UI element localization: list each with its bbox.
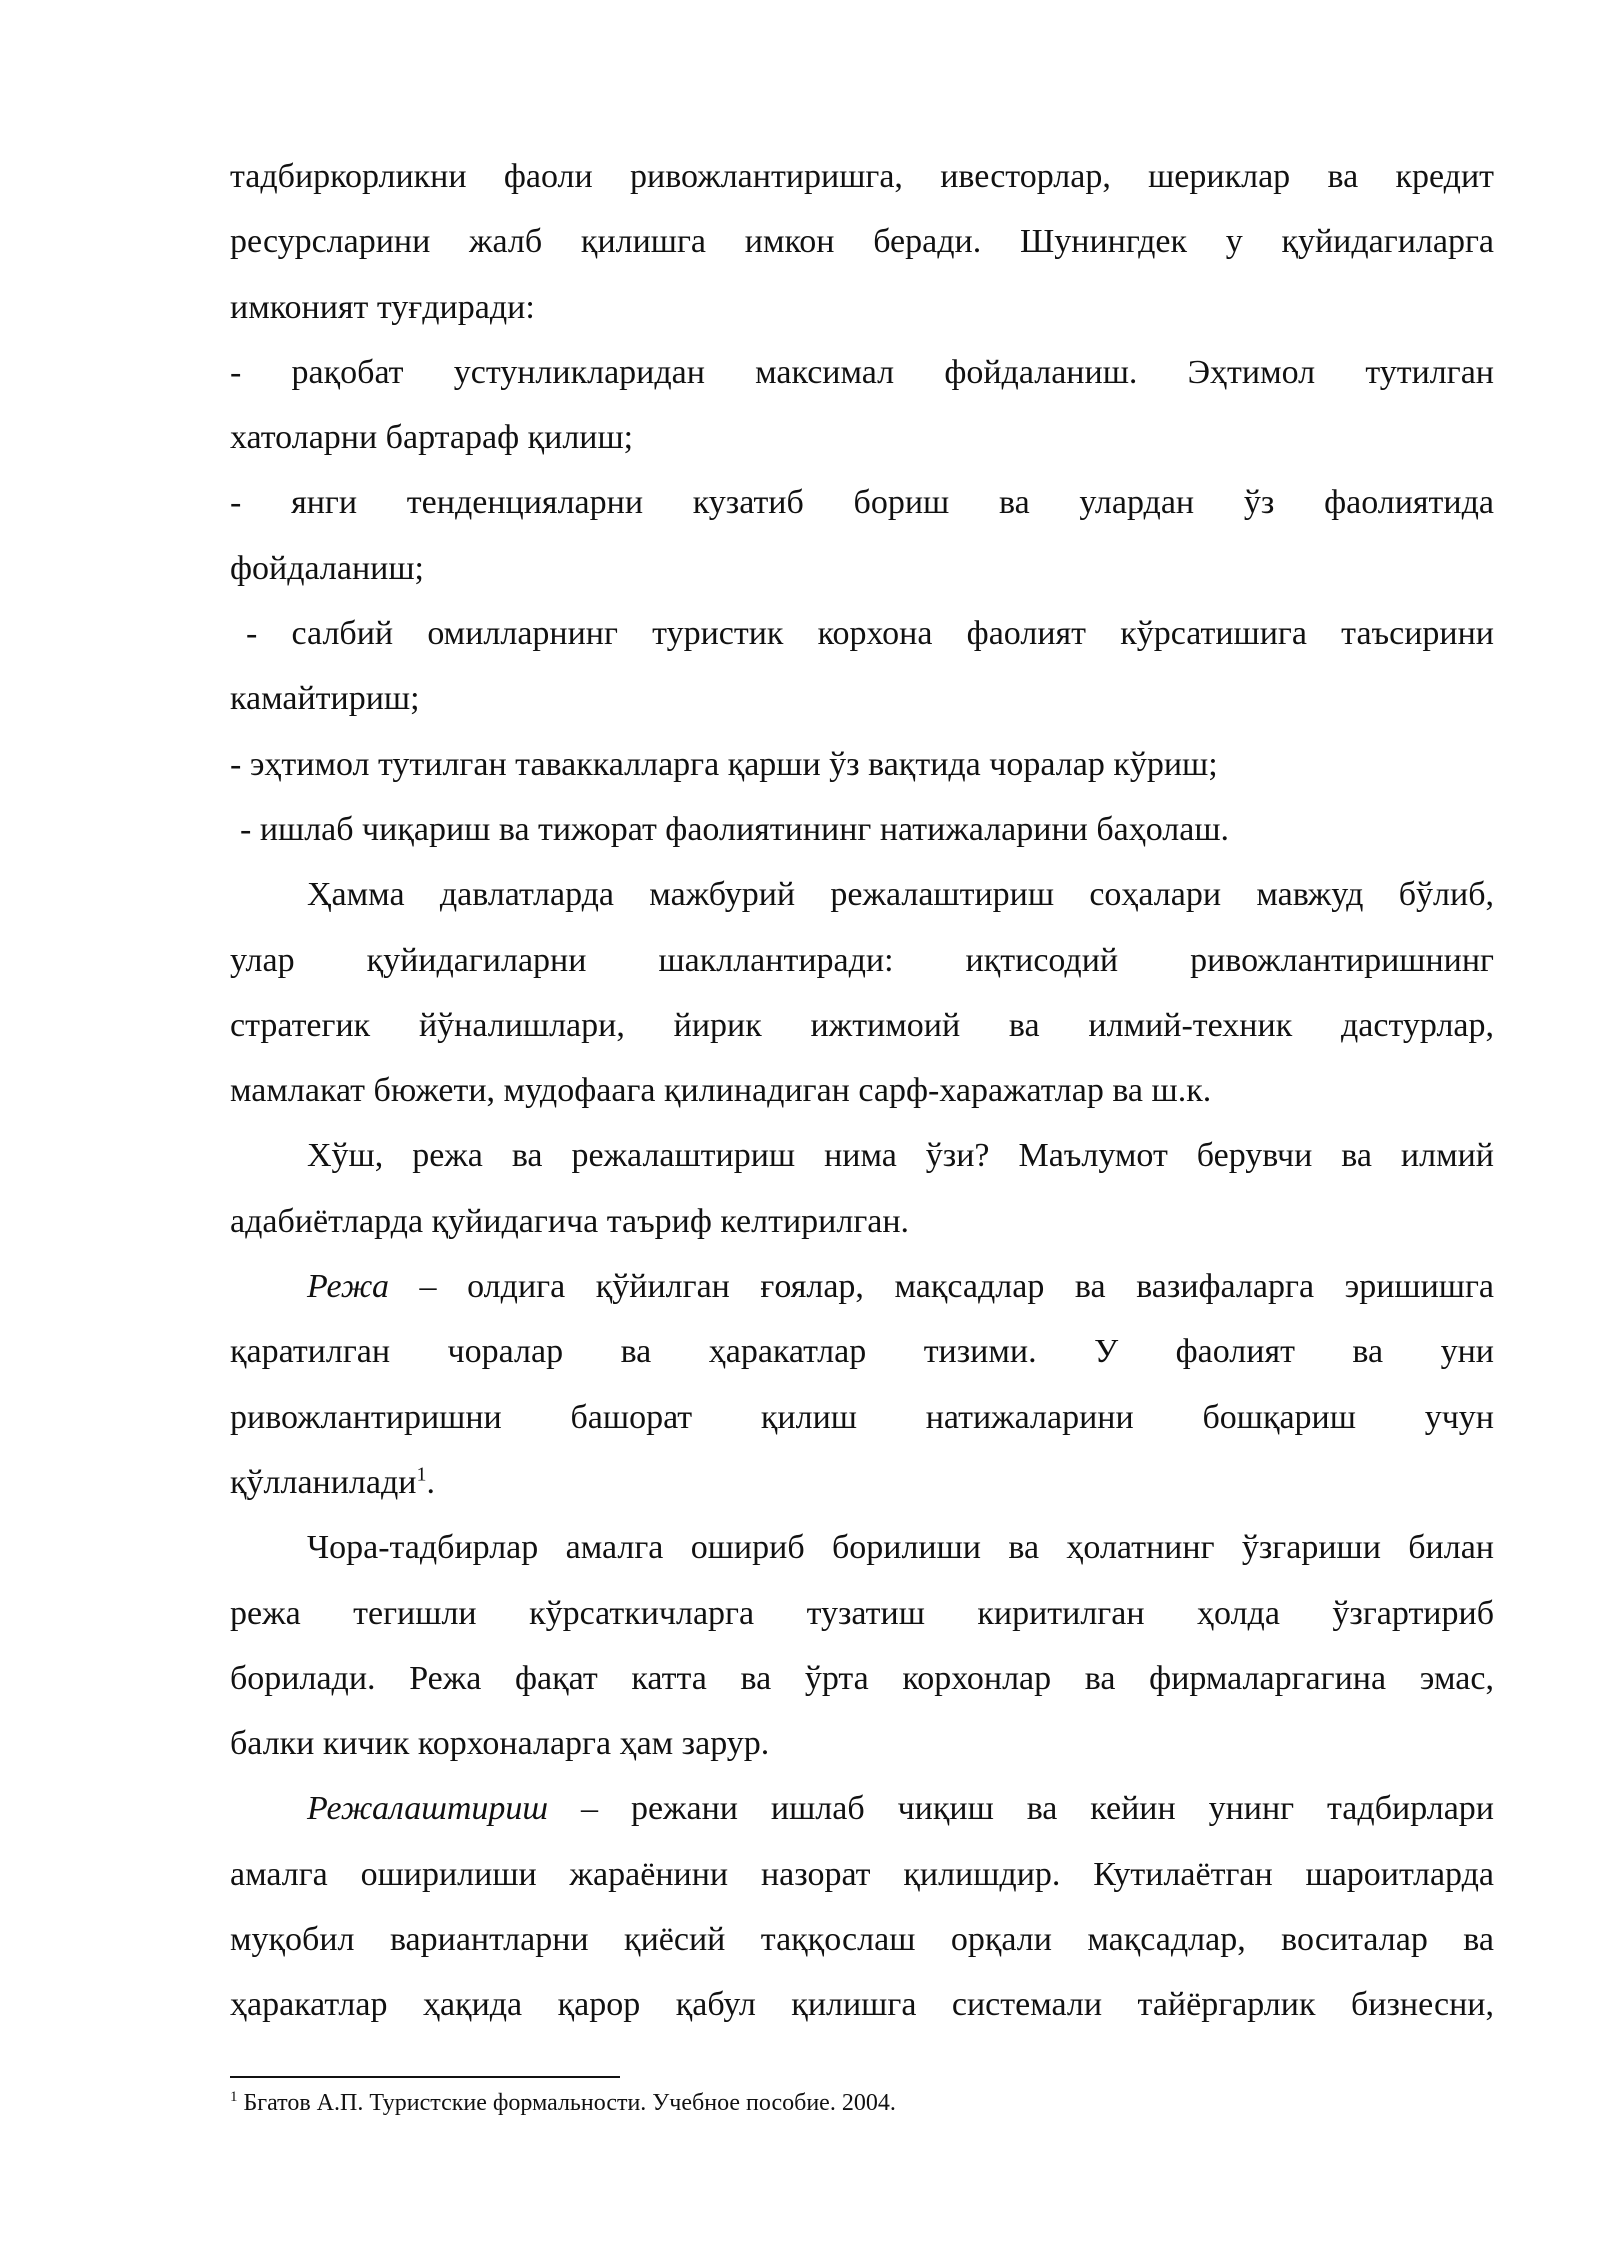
paragraph-line: Ҳамма давлатларда мажбурий режалаштириш соҳалари мавжуд бўлиб, xyxy=(307,876,1494,914)
list-item-line: - ишлаб чиқариш ва тижорат фаолиятининг натижаларини баҳолаш. xyxy=(240,810,1230,848)
list-item-line: фойдаланиш; xyxy=(230,549,424,587)
paragraph-line: улар қуйидагиларни шакллантиради: иқтисодий ривожлантиришнинг xyxy=(230,941,1494,979)
term-dash: – xyxy=(548,1790,631,1828)
paragraph-line: режа тегишли кўрсаткичларга тузатиш киритилган ҳолда ўзгартириб xyxy=(230,1594,1494,1632)
list-item-line: камайтириш; xyxy=(230,680,420,718)
paragraph-line: адабиётларда қуйидагича таъриф келтирилган. xyxy=(230,1202,910,1240)
paragraph-line: Чора-тадбирлар амалга ошириб борилиши ва ҳолатнинг ўзгариши билан xyxy=(307,1529,1494,1567)
paragraph-line: мамлакат бюжети, мудофаага қилинадиган сарф-харажатлар ва ш.к. xyxy=(230,1072,1212,1110)
footnote-separator xyxy=(230,2076,620,2078)
paragraph-line: стратегик йўналишлари, йирик ижтимоий ва илмий-техник дастурлар, xyxy=(230,1006,1494,1044)
definition-line xyxy=(230,1776,1494,1841)
term-reja: Режа xyxy=(307,1268,389,1306)
footnote-mark: 1 xyxy=(230,2089,238,2105)
text-line: ресурсларини жалб қилишга имкон беради. Шунингдек у қуйидагиларга xyxy=(230,223,1494,261)
definition-text: режани ишлаб чиқиш ва кейин унинг тадбирлари xyxy=(630,1790,1494,1828)
term-dash: – xyxy=(388,1268,468,1306)
paragraph-text: қўлланилади xyxy=(230,1463,417,1501)
list-item-line: - салбий омилларнинг туристик корхона фаолият кўрсатишига таъсирини xyxy=(246,615,1494,653)
list-item-line: - эҳтимол тутилган таваккалларга қарши ўз вақтида чоралар кўриш; xyxy=(230,745,1218,783)
paragraph-line: ривожлантиришни башорат қилиш натижаларини бошқариш учун xyxy=(230,1398,1494,1436)
paragraph-line: муқобил вариантларни қиёсий таққослаш орқали мақсадлар, воситалар ва xyxy=(230,1921,1494,1959)
paragraph-line: ҳаракатлар ҳақида қарор қабул қилишга системали тайёргарлик бизнесни, xyxy=(230,1986,1494,2024)
footnote-reference: 1 xyxy=(416,1463,427,1486)
list-item-line: - янги тенденцияларни кузатиб бориш ва улардан ўз фаолиятида xyxy=(230,484,1494,522)
paragraph-line: Хўш, режа ва режалаштириш нима ўзи? Маълумот берувчи ва илмий xyxy=(307,1137,1494,1175)
term-rejalashtirish: Режалаштириш xyxy=(307,1790,549,1828)
definition-text: олдига қўйилган ғоялар, мақсадлар ва вазифаларга эришишга xyxy=(467,1268,1494,1306)
footnote xyxy=(230,2088,896,2118)
text-line: тадбиркорликни фаоли ривожлантиришга, ивесторлар, шериклар ва кредит xyxy=(230,158,1494,195)
definition-line xyxy=(230,1254,1494,1319)
list-item-line: хатоларни бартараф қилиш; xyxy=(230,419,634,457)
paragraph-line: қаратилган чоралар ва ҳаракатлар тизими. У фаолият ва уни xyxy=(230,1333,1494,1371)
paragraph-line: балки кичик корхоналарга ҳам зарур. xyxy=(230,1725,770,1763)
paragraph-line xyxy=(230,1450,1494,1515)
period: . xyxy=(426,1463,435,1501)
paragraph-line: борилади. Режа фақат катта ва ўрта корхонлар ва фирмаларгагина эмас, xyxy=(230,1659,1494,1697)
footnote-text: Бгатов А.П. Туристские формальности. Учебное пособие. 2004. xyxy=(237,2090,896,2116)
paragraph-line: амалга оширилиши жараёнини назорат қилишдир. Кутилаётган шароитларда xyxy=(230,1855,1494,1893)
text-line: имконият туғдиради: xyxy=(230,288,535,326)
document-body xyxy=(230,144,1494,2038)
list-item-line: - рақобат устунликларидан максимал фойдаланиш. Эҳтимол тутилган xyxy=(230,353,1494,391)
